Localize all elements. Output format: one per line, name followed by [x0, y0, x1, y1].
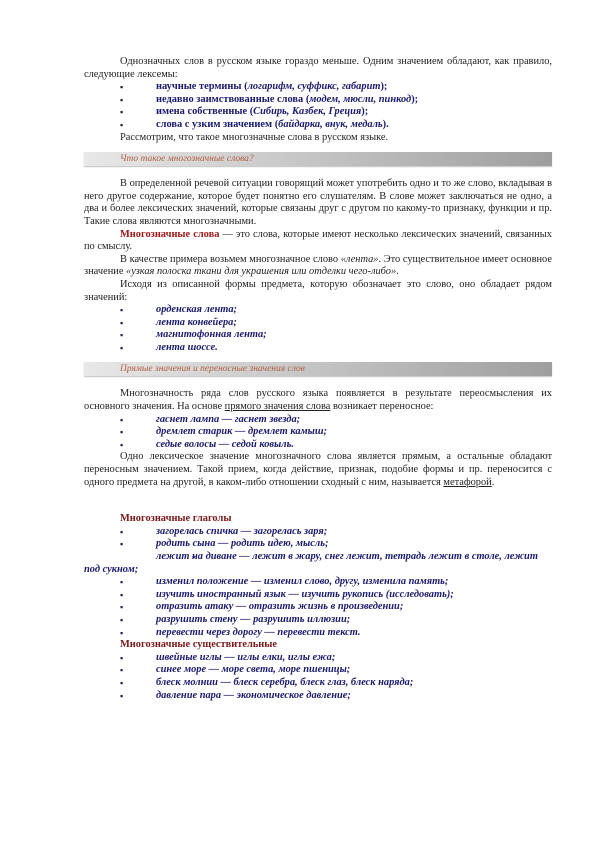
list-item: ▪ синее море — море света, море пшеницы; — [84, 664, 552, 677]
list-item: ▪ научные термины (логарифм, суффикс, габарит); — [84, 81, 552, 94]
list-item: ▪ швейные иглы — иглы елки, иглы ежа; — [84, 652, 552, 665]
spacer — [84, 489, 552, 501]
list-item: ▪ слова с узким значением (байдарка, внук, медаль). — [84, 119, 552, 132]
section-heading-banner: Прямые значения и переносные значения слов — [84, 362, 552, 376]
list-item: ▪ родить сына — родить идею, мысль; — [84, 538, 552, 551]
list-item: ▪ лента конвейера; — [84, 317, 552, 330]
direct-meaning-link[interactable]: прямого значения слова — [224, 401, 331, 413]
list-item: ▪ разрушить стену — разрушить иллюзии; — [84, 614, 552, 627]
list-item: ▪ блеск молнии — блеск серебра, блеск глаз, блеск наряда; — [84, 677, 552, 690]
term-paragraph: Многозначные слова — это слова, которые имеют несколько лексических значений, связанных по смыслу. — [84, 228, 552, 253]
metaphor-link[interactable]: метафорой — [443, 476, 492, 488]
list-item: ▪ перевести через дорогу — перевести текст. — [84, 627, 552, 640]
list-item: ▪ лента шоссе. — [84, 342, 552, 355]
metaphor-paragraph: Одно лексическое значение многозначного слова является прямым, а остальные обладают переносным значением. Такой прием, когда действие, признак, подобие формы и пр. переносится с одного предмета на другой, в каком-либо отношении сходный с ним, называется метафорой. — [84, 451, 552, 488]
example-paragraph: В качестве примера возьмем многозначное слово «лента». Это существительное имеет основное значение «узкая полоска ткани для украшения или отделки чего-либо». — [84, 253, 552, 278]
list-item: ▪ изучить иностранный язык — изучить рукопись (исследовать); — [84, 589, 552, 602]
list-item: ▪ магнитофонная лента; — [84, 329, 552, 342]
list-item: ▪ орденская лента; — [84, 304, 552, 317]
watermark-1 — [39, 355, 61, 378]
section-heading-banner: Что такое многозначные слова? — [84, 152, 552, 166]
monosemous-list — [84, 81, 552, 131]
list-item: ▪ изменил положение — изменил слово, другу, изменила память; — [84, 576, 552, 589]
document-page — [84, 56, 552, 702]
nouns-subheading: Многозначные существительные — [120, 639, 278, 651]
list-item: ▪ дремлет старик — дремлет камыш; — [84, 426, 552, 439]
verbs-list — [84, 526, 552, 639]
list-item: ▪ имена собственные (Сибирь, Казбек, Греция); — [84, 106, 552, 119]
derived-paragraph: Исходя из описанной формы предмета, которую обозначает это слово, оно обладает рядом значений: — [84, 278, 552, 303]
meaning-shift-paragraph: Многозначность ряда слов русского языка появляется в результате переосмысления их основного значения. На основе прямого значения слова возникает переносное: — [84, 388, 552, 413]
list-item: ▪ лежит на диване — лежит в жару, снег лежит, тетрадь лежит в столе, лежит под сукном; — [84, 551, 552, 576]
transition-paragraph: Рассмотрим, что такое многозначные слова в русском языке. — [120, 131, 389, 143]
list-item: ▪ отразить атаку — отразить жизнь в произведении; — [84, 601, 552, 614]
lenta-meanings-list — [84, 304, 552, 354]
list-item: ▪ недавно заимствованные слова (модем, мюсли, пинкод); — [84, 94, 552, 107]
intro-paragraph: Однозначных слов в русском языке гораздо меньше. Одним значением обладают, как правило, следующие лексемы: — [84, 56, 552, 80]
list-item: ▪ гаснет лампа — гаснет звезда; — [84, 414, 552, 427]
list-item: ▪ седые волосы — седой ковыль. — [84, 439, 552, 452]
definition-paragraph: В определенной речевой ситуации говорящий может употребить одно и то же слово, вкладывая в него другое содержание, которое будет понятно его слушателям. В слове может заключаться не одно, а два и более лексических значений, которые связаны друг с другом по какому-то признаку, функции и пр. Такие слова являются многозначными. — [84, 178, 552, 227]
spacer — [84, 501, 552, 513]
verbs-subheading: Многозначные глаголы — [120, 513, 232, 525]
figurative-examples-list — [84, 414, 552, 452]
list-item: ▪ загорелась спичка — загорелась заря; — [84, 526, 552, 539]
nouns-list — [84, 652, 552, 702]
list-item: ▪ давление пара — экономическое давление; — [84, 690, 552, 703]
